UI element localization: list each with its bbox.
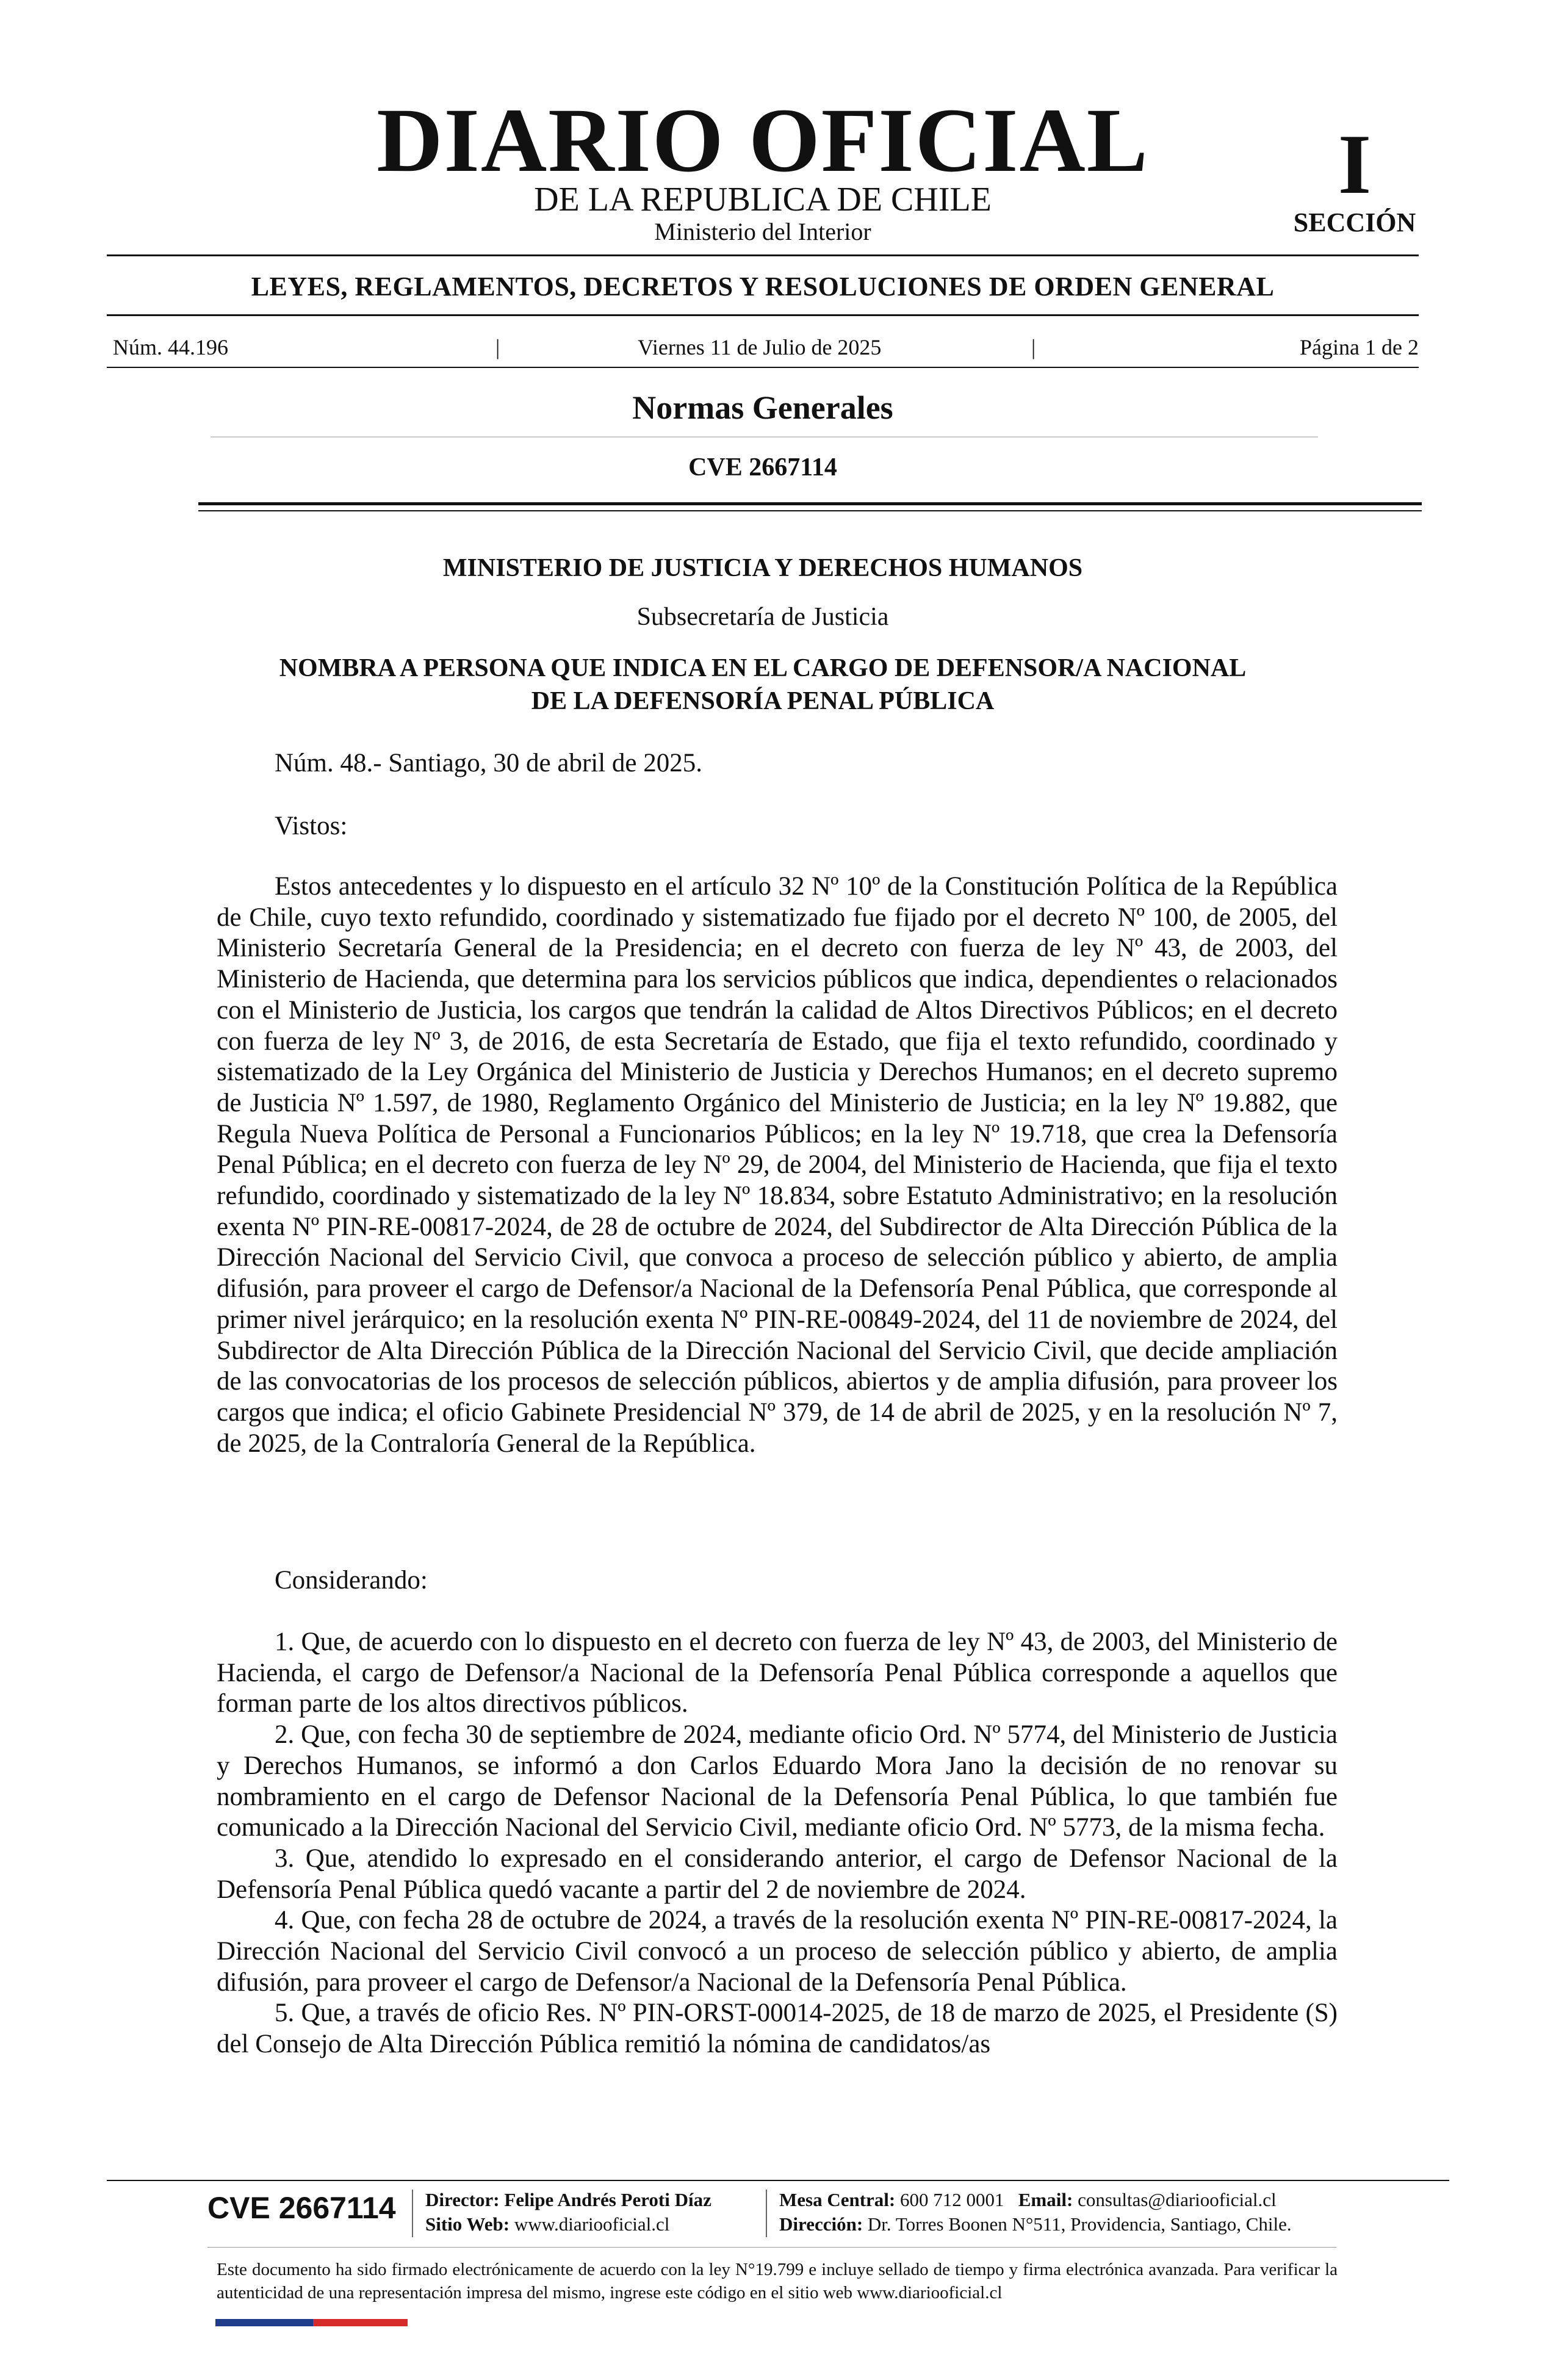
- considerando-item: 1. Que, de acuerdo con lo dispuesto en el decreto con fuerza de ley Nº 43, de 2003, del Ministerio de Hacienda, el cargo de Defensor/a Nacional de la Defensoría Penal Pública corresponde a aquellos que forman parte de los altos directivos públicos.: [217, 1628, 1338, 1718]
- footer-cve-code: CVE 2667114: [207, 2191, 396, 2225]
- considerando-label: Considerando:: [275, 1566, 428, 1595]
- footer-divider-2: [766, 2190, 767, 2237]
- footer-contact-block: [779, 2188, 1420, 2237]
- cve-code: CVE 2667114: [688, 453, 837, 481]
- decree-title-line-2: DE LA DEFENSORÍA PENAL PÚBLICA: [531, 687, 995, 715]
- flag-stripe-red: [313, 2319, 408, 2326]
- decree-title-line-1: NOMBRA A PERSONA QUE INDICA EN EL CARGO DE DEFENSOR/A NACIONAL: [279, 654, 1247, 682]
- section-label: SECCIÓN: [1293, 207, 1416, 237]
- issue-info-row: [113, 333, 1419, 362]
- newspaper-ministry: Ministerio del Interior: [654, 218, 871, 245]
- vistos-label: Vistos:: [275, 812, 348, 840]
- decree-number-date: Núm. 48.- Santiago, 30 de abril de 2025.: [275, 749, 703, 777]
- flag-stripe-blue: [215, 2319, 313, 2326]
- banner: LEYES, REGLAMENTOS, DECRETOS Y RESOLUCIONES DE ORDEN GENERAL: [251, 272, 1275, 301]
- web-label: Sitio Web:: [425, 2213, 510, 2235]
- newspaper-subtitle: DE LA REPUBLICA DE CHILE: [534, 181, 992, 218]
- newspaper-title: DIARIO OFICIAL: [376, 90, 1149, 191]
- section-marker: [1281, 117, 1428, 237]
- considerando-item: 3. Que, atendido lo expresado en el considerando anterior, el cargo de Defensor Nacional de la Defensoría Penal Pública quedó vacante a partir del 2 de noviembre de 2024.: [217, 1844, 1338, 1904]
- footer-director-block: [425, 2188, 767, 2237]
- considerandos-list: [217, 1627, 1338, 2060]
- website-link[interactable]: www.diariooficial.cl: [514, 2213, 670, 2235]
- issue-page: Página 1 de 2: [1300, 335, 1419, 359]
- section-heading: Normas Generales: [632, 389, 893, 426]
- footer-note-rule: [207, 2247, 1336, 2248]
- issue-number: Núm. 44.196: [113, 335, 228, 359]
- email-link[interactable]: consultas@diariooficial.cl: [1078, 2189, 1277, 2210]
- vistos-paragraph: [217, 871, 1338, 1459]
- subsecretaria: Subsecretaría de Justicia: [636, 603, 889, 631]
- considerando-item: 4. Que, con fecha 28 de octubre de 2024, a través de la resolución exenta Nº PIN-RE-00817-2024, la Dirección Nacional del Servicio Civil convocó a un proceso de selección público y abierto, de amplia difusión, para proveer el cargo de Defensor/a Nacional de la Defensoría Penal Pública.: [217, 1906, 1338, 1997]
- considerando-item: 2. Que, con fecha 30 de septiembre de 2024, mediante oficio Ord. Nº 5774, del Ministerio de Justicia y Derechos Humanos, se informó a don Carlos Eduardo Mora Jano la decisión de no renovar su nombramiento en el cargo de Defensor Nacional de la Defensoría Penal Pública, lo que también fue comunicado a la Dirección Nacional del Servicio Civil, mediante oficio Ord. Nº 5773, de la misma fecha.: [217, 1720, 1338, 1842]
- heading-rule-thick: [198, 502, 1422, 505]
- vistos-text: Estos antecedentes y lo dispuesto en el artículo 32 Nº 10º de la Constitución Política de la República de Chile, cuyo texto refundido, coordinado y sistematizado fue fijado por el decreto Nº 100, de 2005, del Ministerio Secretaría General de la Presidencia; en el decreto con fuerza de ley Nº 43, de 2003, del Ministerio de Hacienda, que determina para los servicios públicos que indica, dependientes o relacionados con el Ministerio de Justicia, los cargos que tendrán la calidad de Altos Directivos Públicos; en el decreto con fuerza de ley Nº 3, de 2016, de esta Secretaría de Estado, que fija el texto refundido, coordinado y sistematizado de la Ley Orgánica del Ministerio de Justicia y Derechos Humanos; en el decreto supremo de Justicia Nº 1.597, de 1980, Reglamento Orgánico del Ministerio de Justicia; en la ley Nº 19.882, que Regula Nueva Política de Personal a Funcionarios Públicos; en la ley Nº 19.718, que crea la Defensoría Penal Pública; en el decreto con fuerza de ley Nº 29, de 2004, del Ministerio de Hacienda, que fija el texto refundido, coordinado y sistematizado de la ley Nº 18.834, sobre Estatuto Administrativo; en la resolución exenta Nº PIN-RE-00817-2024, de 28 de octubre de 2024, del Subdirector de Alta Dirección Pública de la Dirección Nacional del Servicio Civil, que convoca a proceso de selección público y abierto, de amplia difusión, para proveer el cargo de Defensor/a Nacional de la Defensoría Penal Pública, que corresponde al primer nivel jerárquico; en la resolución exenta Nº PIN-RE-00849-2024, del 11 de noviembre de 2024, del Subdirector de Alta Dirección Pública de la Dirección Nacional del Servicio Civil, que decide ampliación de las convocatorias de los procesos de selección públicos, abiertos y de amplia difusión, para proveer los cargos que indica; el oficio Gabinete Presidencial Nº 379, de 14 de abril de 2025, y en la resolución Nº 7, de 2025, de la Contraloría General de la República.: [217, 872, 1338, 1458]
- footer-divider-1: [412, 2190, 413, 2237]
- section-heading-rule: [211, 436, 1318, 438]
- ministry-heading: MINISTERIO DE JUSTICIA Y DERECHOS HUMANOS: [442, 554, 1083, 582]
- email-label: Email:: [1018, 2189, 1073, 2210]
- mesa-phone: 600 712 0001: [900, 2189, 1004, 2210]
- address-text: Dr. Torres Boonen N°511, Providencia, Santiago, Chile.: [867, 2213, 1292, 2235]
- mesa-label: Mesa Central:: [779, 2189, 896, 2210]
- masthead: [107, 92, 1419, 256]
- address-label: Dirección:: [779, 2213, 863, 2235]
- footer-rule: [107, 2180, 1449, 2181]
- director-name: Felipe Andrés Peroti Díaz: [504, 2189, 711, 2210]
- issue-rule: [107, 367, 1419, 368]
- considerando-item: 5. Que, a través de oficio Res. Nº PIN-ORST-00014-2025, de 18 de marzo de 2025, el Presidente (S) del Consejo de Alta Dirección Pública remitió la nómina de candidatos/as: [217, 1999, 1338, 2059]
- issue-date: Viernes 11 de Julio de 2025: [638, 335, 882, 359]
- director-label: Director:: [425, 2189, 500, 2210]
- issue-separator-1: |: [495, 335, 500, 359]
- decree-title: [183, 652, 1342, 718]
- issue-separator-2: |: [1031, 335, 1036, 359]
- footer-note: Este documento ha sido firmado electrónicamente de acuerdo con la ley N°19.799 e incluye sellado de tiempo y firma electrónica avanzada. Para verificar la autenticidad de una representación impresa del mismo, ingrese este código en el sitio web www.diariooficial.cl: [217, 2260, 1338, 2302]
- masthead-rule-top: [107, 254, 1419, 256]
- banner-rule: [107, 314, 1419, 316]
- section-number: I: [1338, 117, 1372, 212]
- heading-rule-thin: [198, 510, 1422, 511]
